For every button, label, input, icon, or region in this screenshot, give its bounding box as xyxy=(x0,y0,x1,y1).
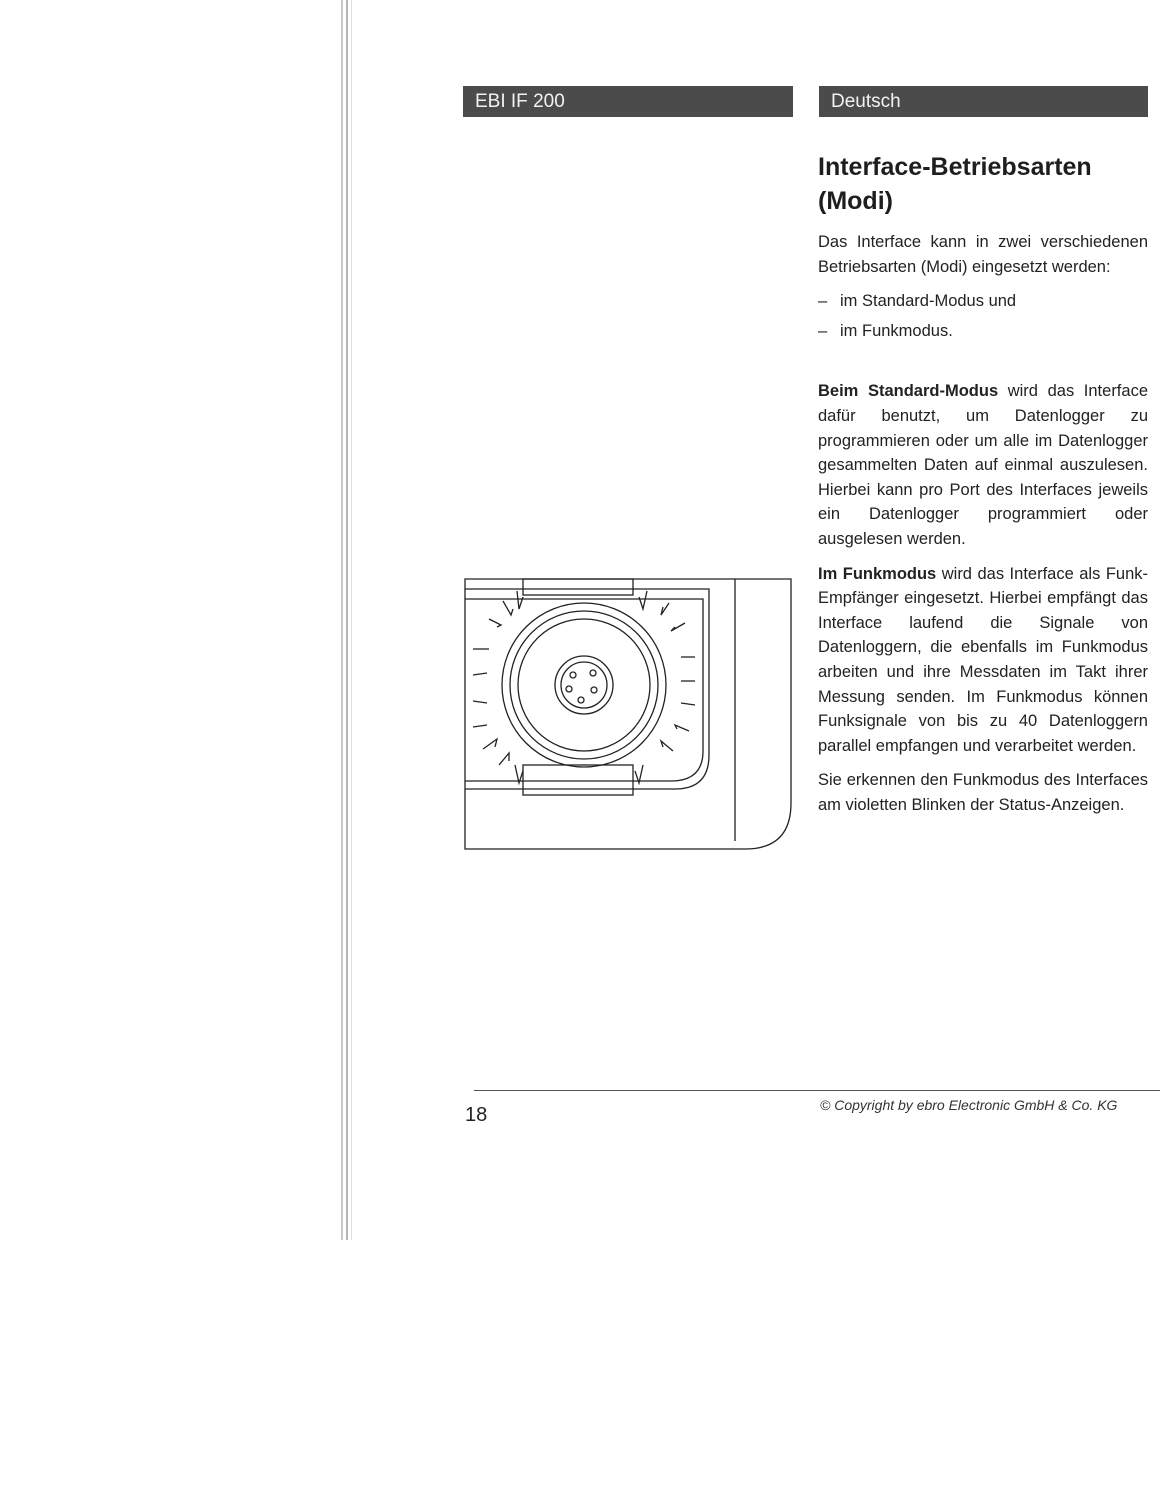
standard-mode-paragraph xyxy=(818,379,1148,551)
section-title: Interface-Betriebsarten (Modi) xyxy=(818,153,1092,215)
page-number: 18 xyxy=(465,1104,488,1126)
interface-port-illustration xyxy=(463,577,793,851)
book-spine xyxy=(341,0,357,1240)
list-item: – im Standard-Modus und xyxy=(818,292,1017,311)
standard-mode-text: wird das Interface dafür benutzt, um Datenlogger zu programmieren oder um alle im Datenlogger gesammelten Daten auf einmal auszulesen. Hierbei kann pro Port des Interfaces jeweils ein Datenlogger programmiert oder ausgelesen werden. xyxy=(818,382,1148,548)
copyright-notice: © Copyright by ebro Electronic GmbH & Co. KG xyxy=(820,1097,1118,1113)
list-item: – im Funkmodus. xyxy=(818,321,953,340)
section-body xyxy=(818,230,1148,827)
mode-label: im Funkmodus. xyxy=(840,321,953,340)
radio-mode-text: wird das Interface als Funk-Empfänger eingesetzt. Hierbei empfängt das Interface laufend die Signale von Datenloggern, die ebenfalls im Funkmodus arbeiten und ihre Messdaten im Takt ihrer Messung senden. Im Funkmodus können Funksignale von bis zu 40 Datenloggern parallel empfangen und verarbeitet werden. xyxy=(818,564,1149,755)
header-product-label: EBI IF 200 xyxy=(463,86,793,117)
modes-list xyxy=(818,289,1148,343)
closing-paragraph: Sie erkennen den Funkmodus des Interfaces am violetten Blinken der Status-Anzeigen. xyxy=(818,771,1148,814)
header-language-label: Deutsch xyxy=(819,86,1148,117)
footer-divider xyxy=(474,1090,1160,1091)
intro-paragraph: Das Interface kann in zwei verschiedenen Betriebsarten (Modi) eingesetzt werden: xyxy=(818,233,1148,276)
standard-mode-lead: Beim Standard-Modus xyxy=(818,382,999,401)
mode-label: im Standard-Modus und xyxy=(840,292,1017,311)
radio-mode-lead: Im Funkmodus xyxy=(818,564,937,583)
radio-mode-paragraph xyxy=(818,562,1148,759)
